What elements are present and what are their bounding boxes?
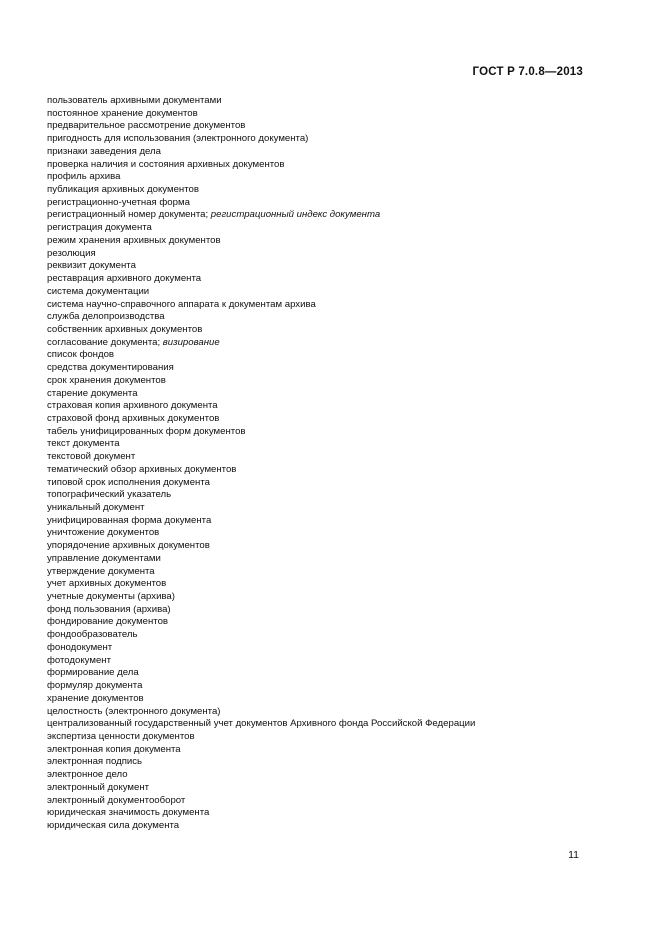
term-list-item — [47, 782, 607, 795]
term-text: средства документирования — [47, 362, 174, 374]
term-list-item — [47, 489, 607, 502]
term-text: профиль архива — [47, 171, 121, 183]
term-text: регистрационный номер документа; — [47, 209, 211, 221]
term-list-item — [47, 477, 607, 490]
term-text: фонд пользования (архива) — [47, 603, 171, 615]
term-list-item — [47, 807, 607, 820]
term-text: управление документами — [47, 552, 161, 564]
term-text: согласование документа; — [47, 336, 163, 348]
term-text: список фондов — [47, 349, 115, 361]
term-list-item — [47, 311, 607, 324]
term-text: собственник архивных документов — [47, 323, 203, 335]
term-text: проверка наличия и состояния архивных документов — [47, 158, 285, 170]
term-text: юридическая значимость документа — [47, 807, 210, 819]
term-text: служба делопроизводства — [47, 311, 165, 323]
term-index-list — [47, 95, 607, 833]
term-text: формирование дела — [47, 667, 139, 679]
term-text: текст документа — [47, 438, 120, 450]
term-list-item — [47, 464, 607, 477]
term-list-item — [47, 629, 607, 642]
term-text: юридическая сила документа — [47, 819, 180, 831]
term-list-item — [47, 667, 607, 680]
term-list-item — [47, 260, 607, 273]
term-list-item — [47, 171, 607, 184]
term-list-item — [47, 299, 607, 312]
term-text: старение документа — [47, 387, 138, 399]
term-text: учет архивных документов — [47, 578, 167, 590]
term-list-item — [47, 756, 607, 769]
term-text: уникальный документ — [47, 502, 145, 513]
term-list-item — [47, 349, 607, 362]
term-list-item — [47, 273, 607, 286]
term-text: реставрация архивного документа — [47, 273, 202, 285]
term-list-item — [47, 527, 607, 540]
term-text: реквизит документа — [47, 260, 136, 272]
term-text: текстовой документ — [47, 451, 136, 463]
term-text: фондообразователь — [47, 629, 138, 641]
term-list-item — [47, 413, 607, 426]
term-text: фонодокумент — [47, 641, 113, 653]
term-list-item — [47, 769, 607, 782]
term-list-item — [47, 197, 607, 210]
term-list-item — [47, 706, 607, 719]
term-list-item — [47, 286, 607, 299]
term-list-item — [47, 362, 607, 375]
term-text: учетные документы (архива) — [47, 591, 175, 603]
term-text: электронный документ — [47, 781, 150, 793]
term-text: пользователь архивными документами — [47, 95, 222, 106]
term-list-item — [47, 731, 607, 744]
term-list-item — [47, 159, 607, 172]
term-list-item — [47, 133, 607, 146]
term-list-item — [47, 616, 607, 629]
term-text: электронная копия документа — [47, 743, 181, 755]
term-list-item — [47, 337, 607, 350]
term-text: пригодность для использования (электронного документа) — [47, 133, 309, 145]
term-list-item — [47, 120, 607, 133]
term-list-item — [47, 108, 607, 121]
term-list-item — [47, 375, 607, 388]
term-text: табель унифицированных форм документов — [47, 425, 246, 437]
term-text: регистрационно-учетная форма — [47, 196, 190, 208]
term-list-item — [47, 222, 607, 235]
term-text: электронное дело — [47, 769, 128, 781]
term-list-item — [47, 820, 607, 833]
term-list-item — [47, 235, 607, 248]
term-text: централизованный государственный учет документов Архивного фонда Российской Федерации — [47, 718, 476, 730]
term-synonym: регистрационный индекс документа — [210, 209, 381, 221]
term-list-item — [47, 655, 607, 668]
term-text: система документации — [47, 285, 150, 297]
term-text: постоянное хранение документов — [47, 107, 198, 119]
term-list-item — [47, 248, 607, 261]
term-list-item — [47, 400, 607, 413]
term-text: страховая копия архивного документа — [47, 400, 218, 412]
term-list-item — [47, 388, 607, 401]
term-list-item — [47, 604, 607, 617]
term-text: резолюция — [47, 247, 96, 259]
term-list-item — [47, 515, 607, 528]
term-text: типовой срок исполнения документа — [47, 476, 210, 488]
term-text: признаки заведения дела — [47, 145, 161, 157]
term-list-item — [47, 184, 607, 197]
term-list-item — [47, 680, 607, 693]
term-list-item — [47, 451, 607, 464]
term-text: тематический обзор архивных документов — [47, 463, 237, 475]
document-standard-header: ГОСТ Р 7.0.8—2013 — [472, 66, 583, 78]
term-text: упорядочение архивных документов — [47, 540, 210, 552]
term-list-item — [47, 744, 607, 757]
term-text: срок хранения документов — [47, 374, 166, 386]
term-text: публикация архивных документов — [47, 184, 199, 196]
term-list-item — [47, 95, 607, 108]
page-number: 11 — [568, 849, 579, 861]
term-text: фондирование документов — [47, 616, 169, 628]
term-list-item — [47, 642, 607, 655]
term-text: унифицированная форма документа — [47, 514, 212, 526]
term-list-item — [47, 693, 607, 706]
term-text: фотодокумент — [47, 654, 111, 666]
term-list-item — [47, 502, 607, 515]
term-text: система научно-справочного аппарата к документам архива — [47, 298, 316, 310]
term-text: предварительное рассмотрение документов — [47, 120, 246, 132]
term-list-item — [47, 795, 607, 808]
term-text: электронный документооборот — [47, 794, 186, 806]
term-list-item — [47, 209, 607, 222]
term-list-item — [47, 566, 607, 579]
term-list-item — [47, 324, 607, 337]
term-list-item — [47, 540, 607, 553]
term-text: утверждение документа — [47, 565, 155, 577]
term-text: хранение документов — [47, 692, 144, 704]
term-text: страховой фонд архивных документов — [47, 412, 220, 424]
term-text: топографический указатель — [47, 489, 172, 501]
term-list-item — [47, 591, 607, 604]
term-list-item — [47, 438, 607, 451]
term-synonym: визирование — [162, 336, 220, 348]
term-text: формуляр документа — [47, 680, 143, 692]
term-list-item — [47, 146, 607, 159]
term-text: режим хранения архивных документов — [47, 234, 221, 246]
term-list-item — [47, 426, 607, 439]
term-text: целостность (электронного документа) — [47, 705, 221, 717]
term-text: уничтожение документов — [47, 527, 160, 539]
term-list-item — [47, 578, 607, 591]
term-list-item — [47, 718, 607, 731]
term-text: электронная подпись — [47, 756, 143, 768]
term-text: регистрация документа — [47, 222, 152, 234]
term-text: экспертиза ценности документов — [47, 730, 195, 742]
term-list-item — [47, 553, 607, 566]
